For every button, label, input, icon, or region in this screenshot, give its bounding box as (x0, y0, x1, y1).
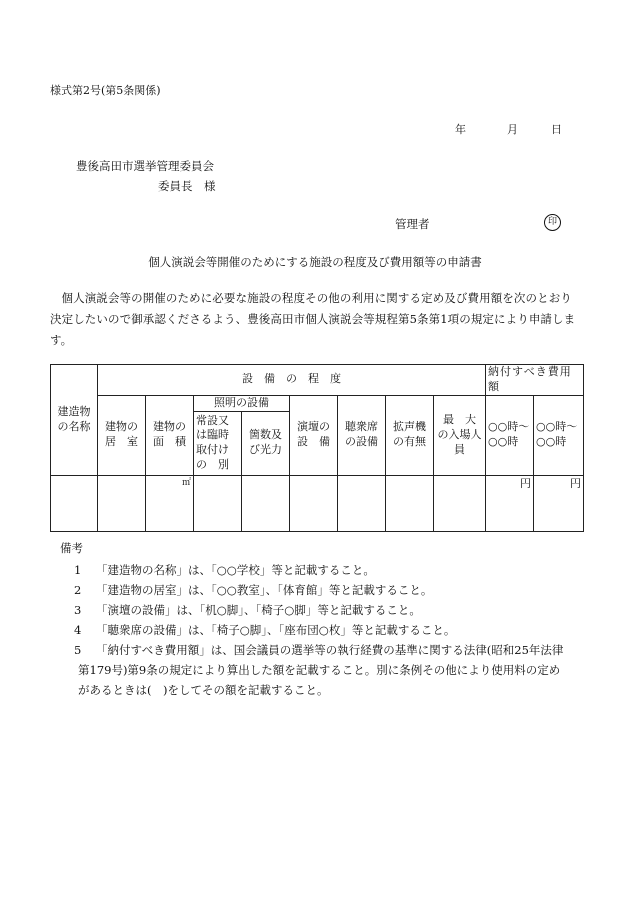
remark-text: 「建造物の名称」は、「○○学校」等と記載すること。 (96, 563, 375, 577)
cell-lighting-fixed[interactable] (194, 475, 242, 531)
remark-number: 4 (74, 623, 82, 637)
seal-mark: 印 (544, 214, 561, 231)
chairman: 委員長 様 (158, 179, 216, 193)
cell-loudspeaker[interactable] (386, 475, 434, 531)
header-building-name: 建造物の名称 (51, 365, 98, 476)
header-max-capacity: 最 大 の入場人員 (434, 395, 486, 475)
cell-fee-yen-1[interactable]: 円 (486, 475, 534, 531)
header-time-slot-2: ○○時〜○○時 (534, 395, 584, 475)
remark-number: 2 (74, 583, 82, 597)
remark-text: 「演壇の設備」は、「机○脚」、「椅子○脚」等と記載すること。 (96, 603, 421, 617)
cell-fee-yen-2[interactable]: 円 (534, 475, 584, 531)
header-lighting: 照明の設備 (194, 395, 290, 411)
application-table (50, 364, 584, 532)
manager-label: 管理者 (395, 217, 430, 231)
header-area: 建物の面 積 (146, 395, 194, 475)
remark-number: 5 (74, 643, 82, 657)
remark-text: 「聴衆席の設備」は、「椅子○脚」、「座布団○枚」等と記載すること。 (96, 623, 456, 637)
header-loudspeaker: 拡声機の有無 (386, 395, 434, 475)
header-audience: 聴衆席の設備 (338, 395, 386, 475)
remark-item (58, 580, 583, 600)
remark-text-line-3: があるときは( )をしてその額を記載すること。 (78, 683, 329, 697)
cell-room[interactable] (98, 475, 146, 531)
header-stage: 演壇の設 備 (290, 395, 338, 475)
header-facility-degree: 設 備 の 程 度 (98, 365, 486, 396)
remark-text-line-1: 「納付すべき費用額」は、国会議員の選挙等の執行経費の基準に関する法律(昭和25年法律 (96, 643, 564, 657)
remark-item (58, 600, 583, 620)
header-room: 建物の居 室 (98, 395, 146, 475)
cell-audience[interactable] (338, 475, 386, 531)
remark-item (58, 560, 583, 580)
form-number: 様式第2号(第5条関係) (50, 84, 161, 97)
cell-area-unit[interactable]: ㎡ (146, 475, 194, 531)
remarks-list (58, 560, 583, 700)
header-time-slot-1: ○○時〜○○時 (486, 395, 534, 475)
remark-number: 1 (74, 563, 82, 577)
date-day: 日 (551, 123, 562, 136)
remark-text: 「建造物の居室」は、「○○教室」、「体育館」等と記載すること。 (96, 583, 433, 597)
header-lighting-fixed: 常設又は臨時取付けの 別 (194, 411, 242, 475)
cell-max-capacity[interactable] (434, 475, 486, 531)
remark-text-line-2: 第179号)第9条の規定により算出した額を記載すること。別に条例その他により使用料の定め (78, 663, 561, 677)
remarks-heading: 備考 (60, 541, 83, 555)
addressee: 豊後高田市選挙管理委員会 (76, 159, 214, 173)
header-lighting-count: 箇数及び光力 (242, 411, 290, 475)
document-title: 個人演説会等開催のためにする施設の程度及び費用額等の申請書 (148, 255, 482, 269)
remark-item (58, 620, 583, 640)
cell-lighting-count[interactable] (242, 475, 290, 531)
remark-number: 3 (74, 603, 82, 617)
date-line (455, 122, 562, 139)
date-year: 年 (455, 123, 466, 136)
cell-building-name[interactable] (51, 475, 98, 531)
header-fee: 納付すべき費用額 (486, 365, 584, 396)
remark-item (58, 640, 583, 700)
cell-stage[interactable] (290, 475, 338, 531)
date-month: 月 (507, 123, 518, 136)
intro-paragraph: 個人演説会等の開催のために必要な施設の程度その他の利用に関する定め及び費用額を次のとおり決定したいので御承認くださるよう、豊後高田市個人演説会等規程第5条第1項の規定により申請します。 (50, 291, 576, 347)
